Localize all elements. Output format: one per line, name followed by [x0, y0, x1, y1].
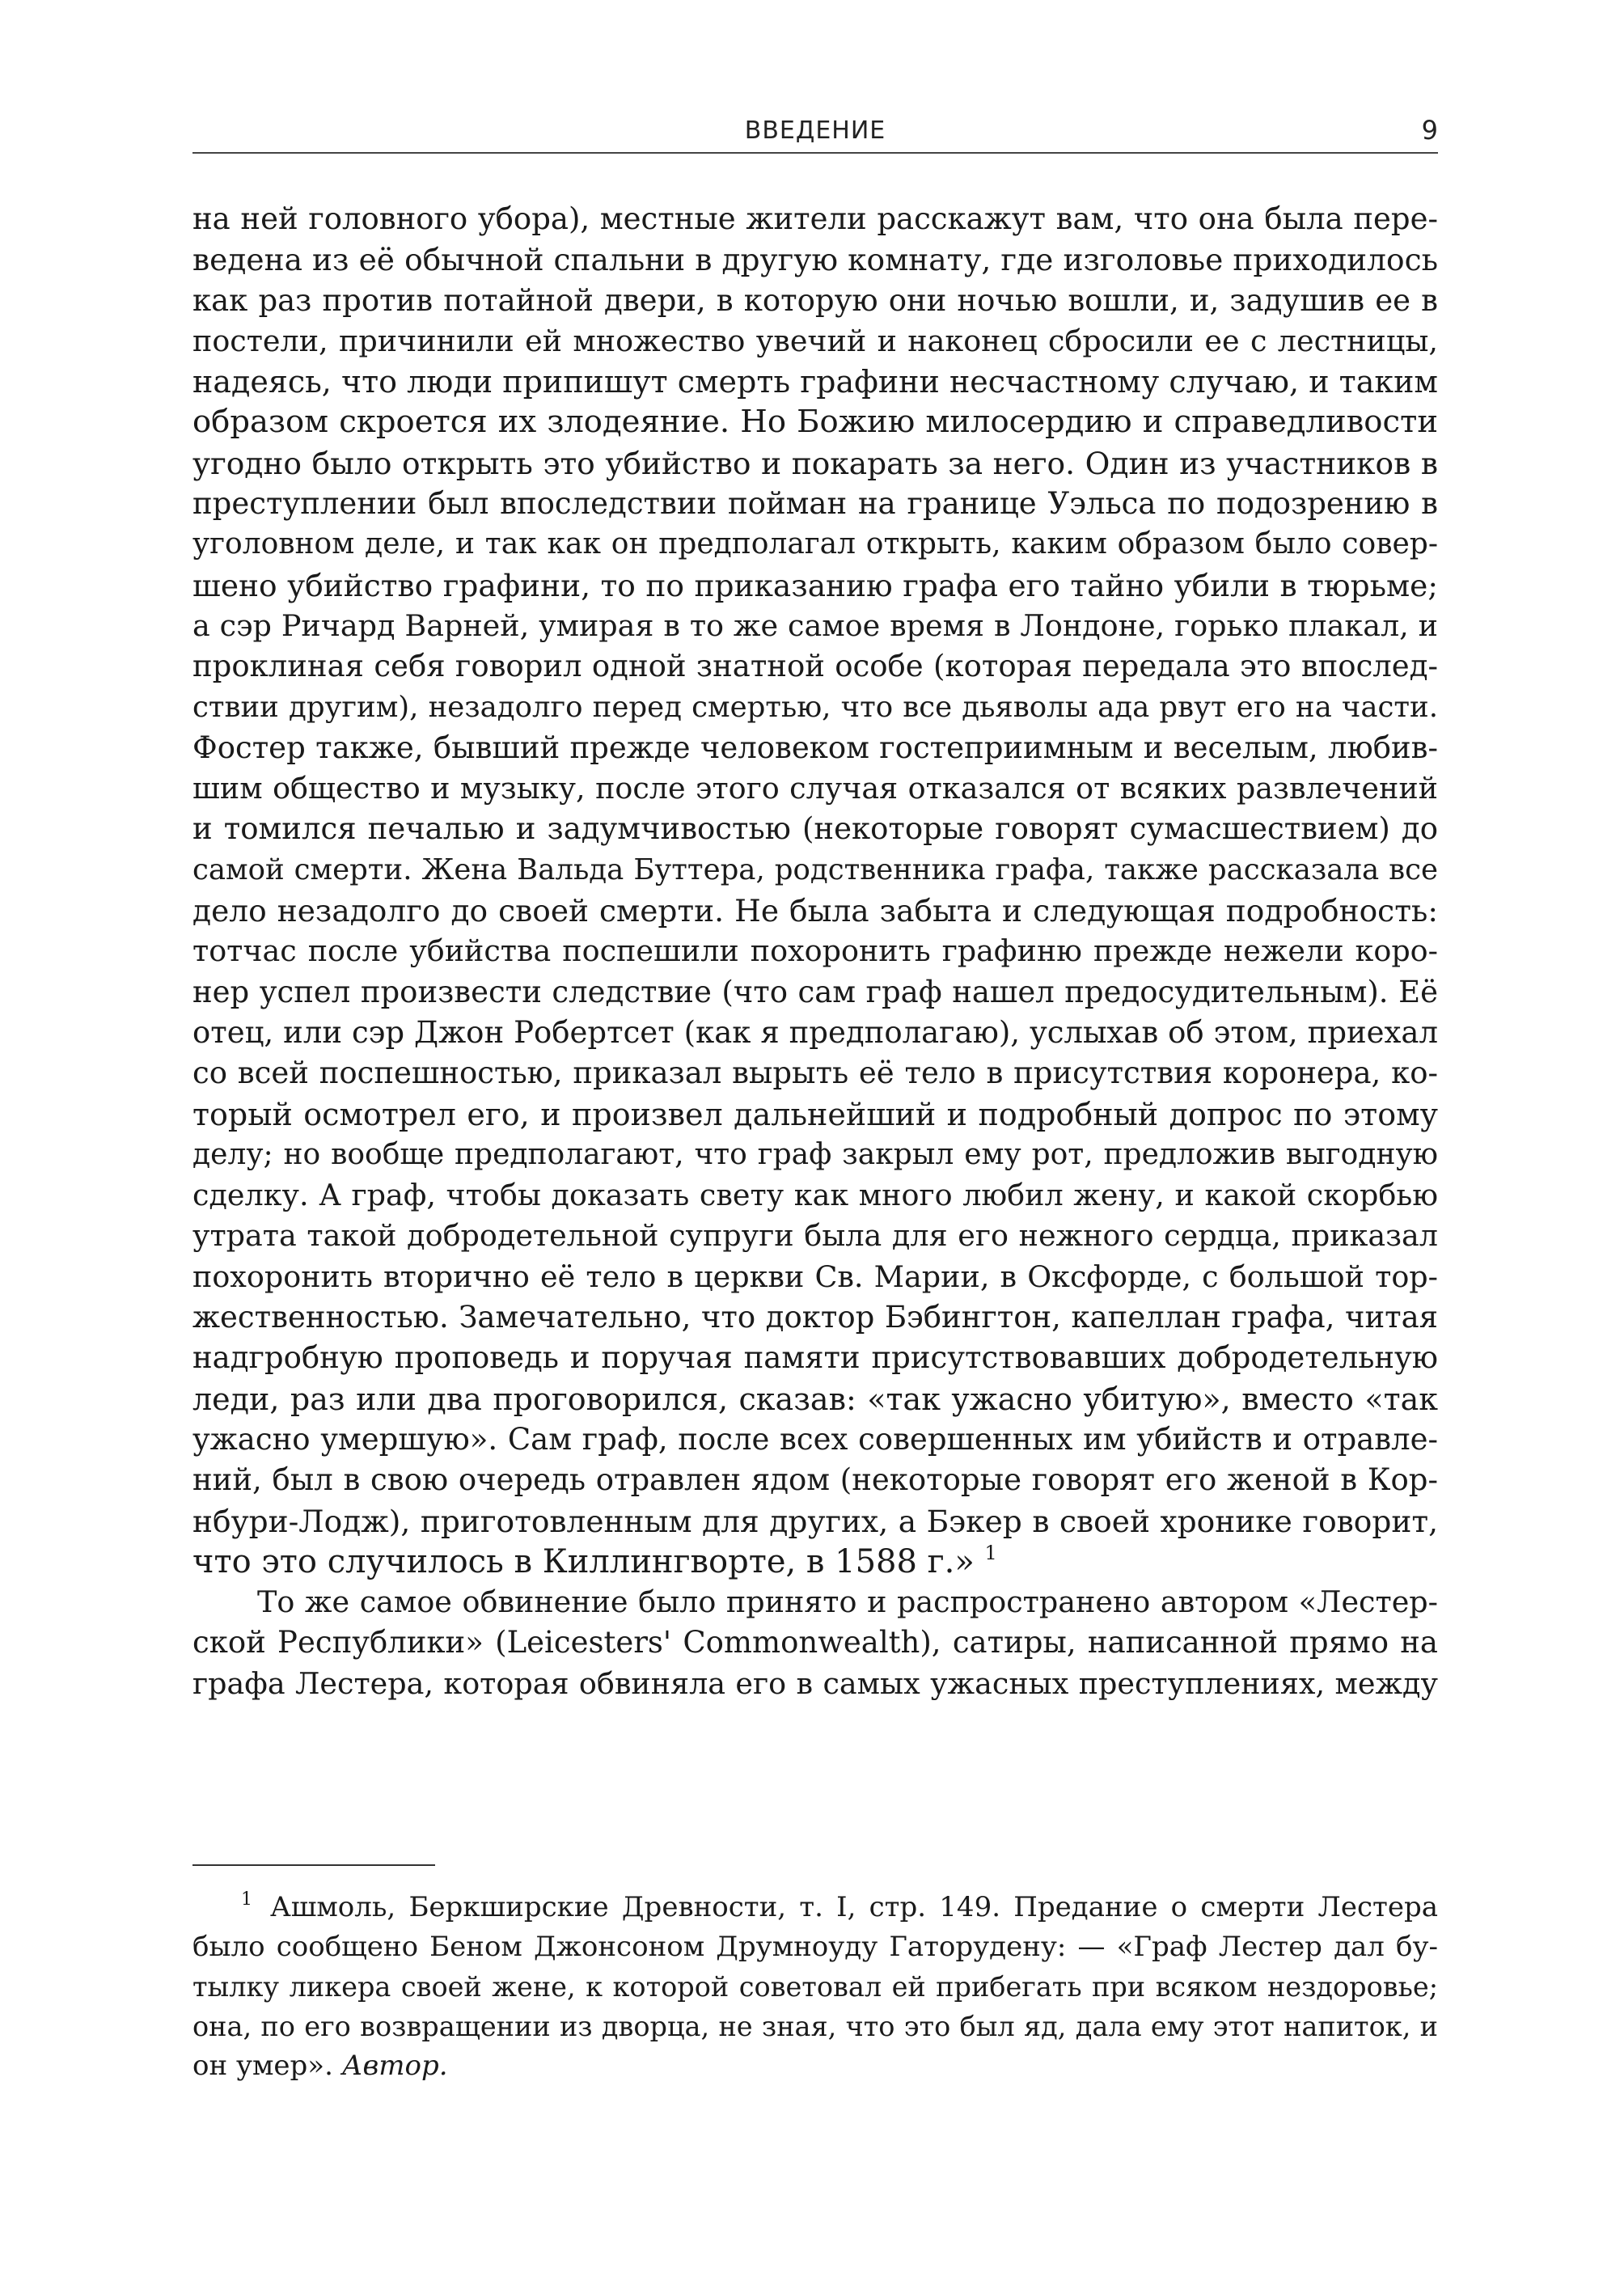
text-line: жественностью. Замечательно, что доктор Бэбингтон, капеллан графа, читая	[192, 1300, 1438, 1335]
text-line: Фостер также, бывший прежде человеком гостеприимным и веселым, любив-	[192, 730, 1438, 765]
footnote-line: она, по его возвращении из дворца, не зная, что это был яд, дала ему этот напиток, и	[192, 2011, 1438, 2042]
running-title: ВВЕДЕНИЕ	[744, 116, 886, 145]
text-line: со всей поспешностью, приказал вырыть её тело в присутствия коронера, ко-	[192, 1056, 1438, 1091]
text-line: образом скроется их злодеяние. Но Божию милосердию и справедливости	[192, 404, 1438, 441]
text-line: постели, причинили ей множество увечий и наконец сбросили ее с лестницы,	[192, 323, 1438, 358]
text-line: леди, раз или два проговорился, сказав: «так ужасно убитую», вместо «так	[192, 1381, 1438, 1417]
text-line-last	[192, 1542, 1438, 1582]
text-line: а сэр Ричард Варней, умирая в то же самое время в Лондоне, горько плакал, и	[192, 607, 1438, 643]
footnote	[192, 1888, 1438, 2086]
text-line: нер успел произвести следствие (что сам граф нашел предосудительным). Её	[192, 974, 1438, 1009]
text-line: ний, был в свою очередь отравлен ядом (некоторые говорят его женой в Кор-	[192, 1462, 1438, 1498]
text-line: надгробную проповедь и поручая памяти присутствовавших добродетельную	[192, 1340, 1438, 1376]
text-line: ствии другим), незадолго перед смертью, что все дьяволы ада рвут его на части.	[192, 690, 1438, 724]
text-line: сделку. А граф, чтобы доказать свету как много любил жену, и какой скорбью	[192, 1178, 1438, 1213]
header-rule	[192, 152, 1438, 154]
footnote-reference[interactable]: 1	[984, 1541, 997, 1564]
text-line: То же самое обвинение было принято и распространено автором «Лестер-	[257, 1584, 1438, 1620]
footnote-line-content: Ашмоль, Беркширские Древности, т. I, стр. 149. Предание о смерти Лестера	[270, 1891, 1438, 1923]
footnote-number: 1	[241, 1889, 252, 1910]
text-line: торый осмотрел его, и произвел дальнейший и подробный допрос по этому	[192, 1096, 1438, 1132]
text-line: ужасно умершую». Сам граф, после всех совершенных им убийств и отравле-	[192, 1421, 1438, 1457]
text-line: преступлении был впоследствии пойман на границе Уэльса по подозрению в	[192, 486, 1438, 522]
text-line: ведена из её обычной спальни в другую комнату, где изголовье приходилось	[192, 242, 1438, 278]
page-number: 9	[1421, 115, 1438, 146]
footnote-rule	[192, 1864, 435, 1866]
paragraph-2	[192, 1582, 1438, 1704]
text-line: самой смерти. Жена Вальда Буттера, родственника графа, также рассказала все	[192, 852, 1438, 886]
text-line: тотчас после убийства поспешили похоронить графиню прежде нежели корo-	[192, 933, 1438, 969]
paragraph-1	[192, 199, 1438, 1582]
text-line: графа Лестера, которая обвиняла его в самых ужасных преступлениях, между	[192, 1665, 1438, 1701]
body-text	[192, 199, 1438, 1704]
text-line: надеясь, что люди припишут смерть графини несчастному случаю, и таким	[192, 364, 1438, 400]
text-line-content: что это случилось в Киллингворте, в 1588 г.»	[192, 1542, 975, 1580]
text-line: похоронить вторично её тело в церкви Св. Марии, в Оксфорде, с большой тор-	[192, 1259, 1438, 1294]
text-line: дело незадолго до своей смерти. Не была забыта и следующая подробность:	[192, 893, 1438, 929]
text-line: проклиная себя говорил одной знатной особе (которая передала это впослед-	[192, 649, 1438, 684]
text-line: угодно было открыть это убийство и покарать за него. Один из участников в	[192, 445, 1438, 481]
text-line: шим общество и музыку, после этого случая отказался от всяких развлечений	[192, 771, 1438, 806]
text-line: отец, или сэр Джон Робертсет (как я предполагаю), услыхав об этом, приехал	[192, 1014, 1438, 1050]
text-line: и томился печалью и задумчивостью (некоторые говорят сумасшествием) до	[192, 811, 1438, 847]
text-line: шено убийство графини, то по приказанию графа его тайно убили в тюрьме;	[192, 567, 1438, 603]
footnote-line-content: он умер».	[192, 2050, 333, 2082]
footnote-line: было сообщено Беном Джонсоном Друмноуду Гаторудену: — «Граф Лестер дал бу-	[192, 1931, 1438, 1963]
text-line: уголовном деле, и так как он предполагал открыть, каким образом было совер-	[192, 527, 1438, 561]
footnote-line	[192, 1888, 1438, 1927]
text-line: нбури-Лодж), приготовленным для других, а Бэкер в своей хронике говорит,	[192, 1503, 1438, 1539]
text-line: как раз против потайной двери, в которую они ночью вошли, и, задушив ее в	[192, 282, 1438, 318]
text-line: ской Республики» (Leicesters' Commonwealth), сатиры, написанной прямо на	[192, 1625, 1438, 1661]
footnote-line: тылку ликера своей жене, к которой советовал ей прибегать при всяком нездоровье;	[192, 1971, 1438, 2003]
text-line: утрата такой добродетельной супруги была для его нежного сердца, приказал	[192, 1218, 1438, 1254]
text-line: на ней головного убора), местные жители расскажут вам, что она была пере-	[192, 201, 1438, 236]
text-line: делу; но вообще предполагают, что граф закрыл ему рот, предложив выгодную	[192, 1137, 1438, 1171]
running-head	[192, 110, 1438, 155]
footnote-author-label: Автор.	[341, 2050, 448, 2082]
footnote-line-last	[192, 2046, 1438, 2086]
